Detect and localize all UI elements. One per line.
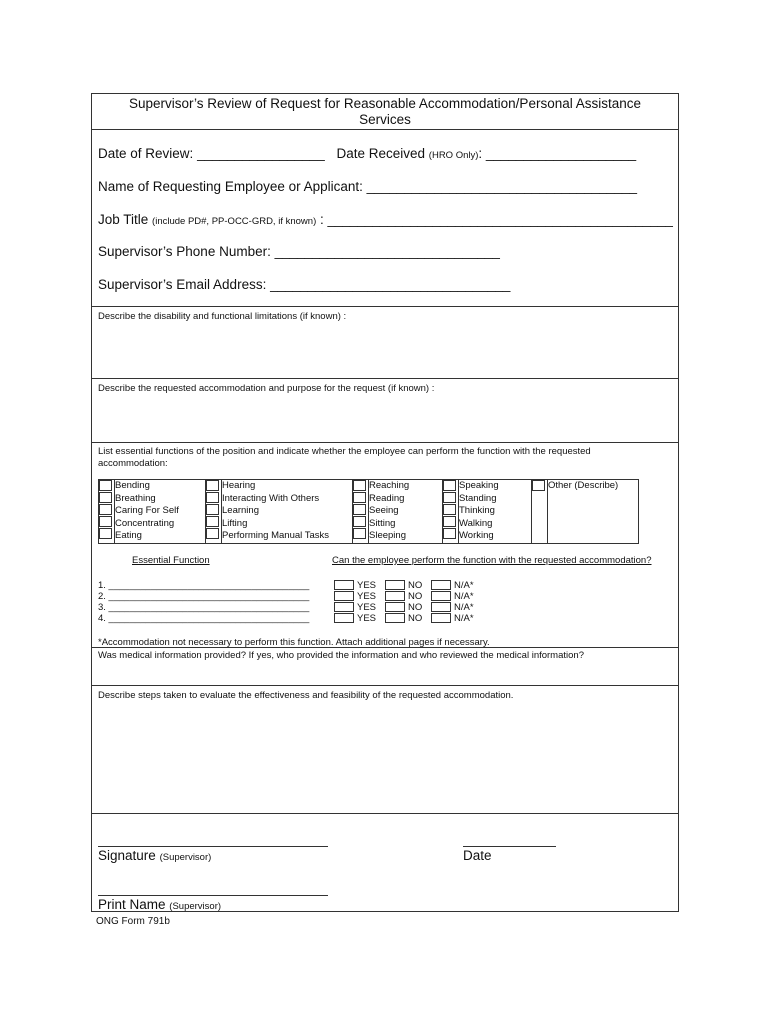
signature-line[interactable] [98,846,328,847]
employee-name-field[interactable]: ____________________________________ [366,179,637,194]
na-label: N/A* [454,602,474,613]
evaluation-steps-label: Describe steps taken to evaluate the effectiveness and feasibility of the requested accommodation. [98,690,514,701]
yes-column [334,580,376,624]
essential-function-field-2[interactable]: 2. ______________________________________ [98,591,310,602]
print-name-label-row [98,897,221,912]
medical-info-label: Was medical information provided? If yes, who provided the information and who reviewed the medical information? [98,650,584,661]
checkbox-performing-manual-tasks[interactable] [206,528,219,539]
checkbox-bending[interactable] [99,480,112,491]
yes-checkbox-1[interactable] [334,580,354,590]
form-title [92,94,678,130]
other-describe-label: Other (Describe) [548,480,619,491]
yes-label: YES [357,580,377,591]
activity-label: Lifting [222,517,248,529]
date-received-note: (HRO Only) [428,150,479,161]
can-perform-header: Can the employee perform the function with the requested accommodation? [332,555,652,566]
essential-intro-line-2: accommodation: [98,458,168,469]
other-describe-cell[interactable] [548,480,639,544]
activity-label: Interacting With Others [222,492,320,504]
job-title-field[interactable]: : ______________________________________________ [320,212,673,227]
checkbox-other[interactable] [532,480,545,491]
activity-label: Eating [115,530,142,541]
no-column [385,580,422,624]
email-row [98,277,510,292]
checkbox-column-1 [99,480,115,544]
job-title-label: Job Title [98,212,149,227]
na-checkbox-4[interactable] [431,613,451,623]
checkbox-hearing[interactable] [206,480,219,491]
checkbox-seeing[interactable] [353,504,366,515]
employee-name-row [98,179,637,194]
phone-field[interactable]: ______________________________ [274,244,500,259]
no-checkbox-1[interactable] [385,580,405,590]
na-label: N/A* [454,613,474,624]
accommodation-label: Describe the requested accommodation and purpose for the request (if known) : [98,383,435,394]
date-signature-label: Date [463,848,492,863]
checkbox-column-3 [353,480,369,544]
essential-intro-line-1: List essential functions of the position and indicate whether the employee can perform the function with the requested [98,446,591,457]
yes-checkbox-2[interactable] [334,591,354,601]
job-title-note: (include PD#, PP-OCC-GRD, if known) [152,216,317,227]
evaluation-steps-section[interactable] [92,685,678,813]
accommodation-review-form [91,93,679,912]
checkbox-reading[interactable] [353,492,366,503]
na-checkbox-2[interactable] [431,591,451,601]
essential-function-field-3[interactable]: 3. ______________________________________ [98,602,310,613]
print-name-label: Print Name [98,897,166,912]
yes-checkbox-4[interactable] [334,613,354,623]
email-label: Supervisor’s Email Address: [98,277,267,292]
activity-label: Caring For Self [115,505,179,516]
essential-function-field-4[interactable]: 4. ______________________________________ [98,613,310,624]
na-label: N/A* [454,580,474,591]
phone-row [98,244,500,259]
activity-label: Reaching [369,480,410,491]
na-column [431,580,474,624]
checkbox-sleeping[interactable] [353,528,366,539]
no-label: NO [408,613,423,624]
date-row [98,146,636,161]
date-of-review-label: Date of Review: [98,146,194,161]
checkbox-speaking[interactable] [443,480,456,491]
no-label: NO [408,591,423,602]
no-label: NO [408,580,423,591]
activity-label: Thinking [459,505,495,516]
activity-label: Working [459,530,494,541]
checkbox-thinking[interactable] [443,504,456,515]
accommodation-section[interactable] [92,378,678,442]
activity-list-4 [459,480,532,544]
checkbox-sitting[interactable] [353,516,366,527]
disability-section[interactable] [92,306,678,378]
no-checkbox-2[interactable] [385,591,405,601]
checkbox-learning[interactable] [206,504,219,515]
checkbox-concentrating[interactable] [99,516,112,527]
no-checkbox-3[interactable] [385,602,405,612]
checkbox-reaching[interactable] [353,480,366,491]
checkbox-breathing[interactable] [99,492,112,503]
yes-label: YES [357,602,377,613]
activity-label: Learning [222,505,259,516]
na-checkbox-3[interactable] [431,602,451,612]
form-number: ONG Form 791b [96,916,170,927]
checkbox-standing[interactable] [443,492,456,503]
na-label: N/A* [454,591,474,602]
checkbox-caring-for-self[interactable] [99,504,112,515]
signature-label-row [98,848,211,863]
phone-label: Supervisor’s Phone Number: [98,244,271,259]
date-received-field[interactable]: : ____________________ [478,146,637,161]
form-title-line-2: Services [359,112,411,127]
checkbox-lifting[interactable] [206,516,219,527]
checkbox-walking[interactable] [443,516,456,527]
activity-label: Speaking [459,480,499,491]
activity-list-1 [115,480,206,544]
activity-label: Sitting [369,517,396,529]
date-of-review-field[interactable]: _________________ [197,146,325,161]
email-field[interactable]: ________________________________ [270,277,511,292]
no-label: NO [408,602,423,613]
activity-label: Breathing [115,492,156,504]
print-name-note: (Supervisor) [169,901,222,912]
checkbox-working[interactable] [443,528,456,539]
essential-function-list [98,580,309,624]
checkbox-column-5 [532,480,548,544]
form-title-line-1: Supervisor’s Review of Request for Reasonable Accommodation/Personal Assistance [128,96,642,111]
activity-label: Performing Manual Tasks [222,530,330,541]
date-received-label: Date Received [336,146,426,161]
signature-note: (Supervisor) [159,852,212,863]
activity-label: Standing [459,492,497,504]
print-name-line[interactable] [98,895,328,896]
no-checkbox-4[interactable] [385,613,405,623]
activity-label: Hearing [222,480,256,491]
activity-label: Reading [369,492,405,504]
checkbox-interacting-with-others[interactable] [206,492,219,503]
yes-checkbox-3[interactable] [334,602,354,612]
activity-label: Bending [115,480,150,491]
activity-label: Seeing [369,505,399,516]
activity-label: Walking [459,517,493,529]
checkbox-column-4 [443,480,459,544]
activity-list-2 [222,480,353,544]
signature-label: Signature [98,848,156,863]
disability-label: Describe the disability and functional limitations (if known) : [98,311,347,322]
date-signature-line[interactable] [463,846,556,847]
job-title-row [98,212,673,227]
activity-list-3 [369,480,443,544]
yes-label: YES [357,613,377,624]
activity-label: Sleeping [369,530,406,541]
essential-function-header: Essential Function [132,555,210,566]
checkbox-column-2 [206,480,222,544]
yes-label: YES [357,591,377,602]
medical-info-section[interactable] [92,647,678,685]
na-checkbox-1[interactable] [431,580,451,590]
checkbox-eating[interactable] [99,528,112,539]
employee-name-label: Name of Requesting Employee or Applicant: [98,179,363,194]
footnote: *Accommodation not necessary to perform this function. Attach additional pages if necessary. [98,637,490,648]
essential-function-field-1[interactable]: 1. ______________________________________ [98,580,310,591]
activity-label: Concentrating [115,517,175,529]
major-life-activities-table [98,479,639,544]
